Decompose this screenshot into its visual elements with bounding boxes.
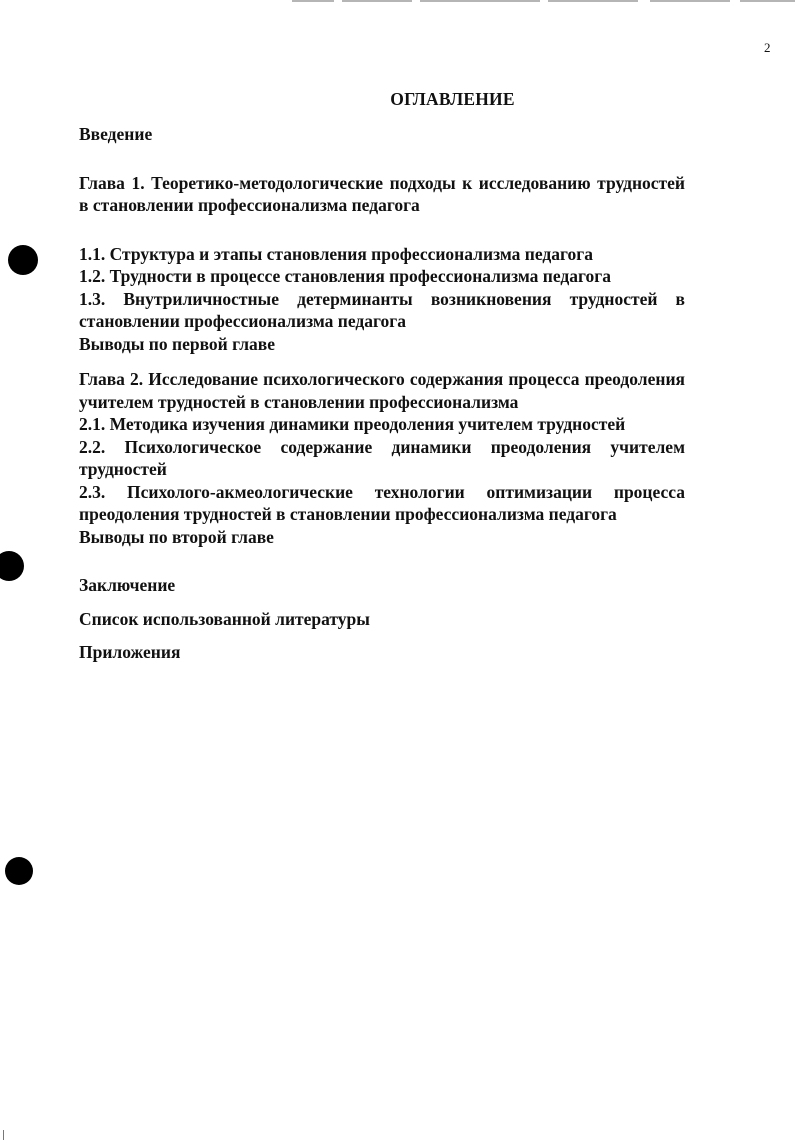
toc-entry-appendices[interactable]: Приложения (79, 642, 181, 662)
toc-entry-section-1-2[interactable]: 1.2. Трудности в процессе становления профессионализма педагога (79, 266, 611, 286)
table-of-contents (79, 123, 685, 664)
scan-artifact-line (548, 0, 638, 2)
scan-artifact-line (292, 0, 334, 2)
punch-hole (8, 245, 38, 275)
page-title: ОГЛАВЛЕНИЕ (390, 89, 515, 109)
toc-entry-chapter-2[interactable]: Глава 2. Исследование психологического содержания процесса преодоления учителем трудностей в становлении профессионализма (79, 369, 685, 412)
toc-entry-section-1-3[interactable]: 1.3. Внутриличностные детерминанты возникновения трудностей в становлении профессионализма педагога (79, 288, 685, 331)
toc-entry-chapter-1-conclusions[interactable]: Выводы по первой главе (79, 333, 275, 354)
scan-artifact-line (650, 0, 730, 2)
scan-artifact-line (342, 0, 412, 2)
punch-hole (5, 857, 33, 885)
punch-hole (0, 551, 24, 581)
toc-entry-chapter-2-conclusions[interactable]: Выводы по второй главе (79, 526, 274, 547)
toc-entry-section-2-2[interactable]: 2.2. Психологическое содержание динамики преодоления учителем трудностей (79, 436, 685, 479)
toc-entry-references[interactable]: Список использованной литературы (79, 608, 370, 629)
page-number: 2 (764, 40, 771, 55)
scan-artifact-line (420, 0, 540, 2)
toc-entry-section-2-3[interactable]: 2.3. Психолого-акмеологические технологии оптимизации процесса преодоления трудностей в становлении профессионализма педагога (79, 481, 685, 524)
scan-artifact-tick (3, 1130, 4, 1140)
toc-entry-conclusion[interactable]: Заключение (79, 575, 176, 595)
toc-entry-section-1-1[interactable]: 1.1. Структура и этапы становления профессионализма педагога (79, 243, 593, 264)
toc-entry-chapter-1[interactable]: Глава 1. Теоретико-методологические подходы к исследованию трудностей в становлении профессионализма педагога (79, 172, 685, 215)
scan-artifact-line (740, 0, 795, 2)
toc-entry-introduction[interactable]: Введение (79, 124, 153, 144)
toc-entry-section-2-1[interactable]: 2.1. Методика изучения динамики преодоления учителем трудностей (79, 414, 626, 434)
